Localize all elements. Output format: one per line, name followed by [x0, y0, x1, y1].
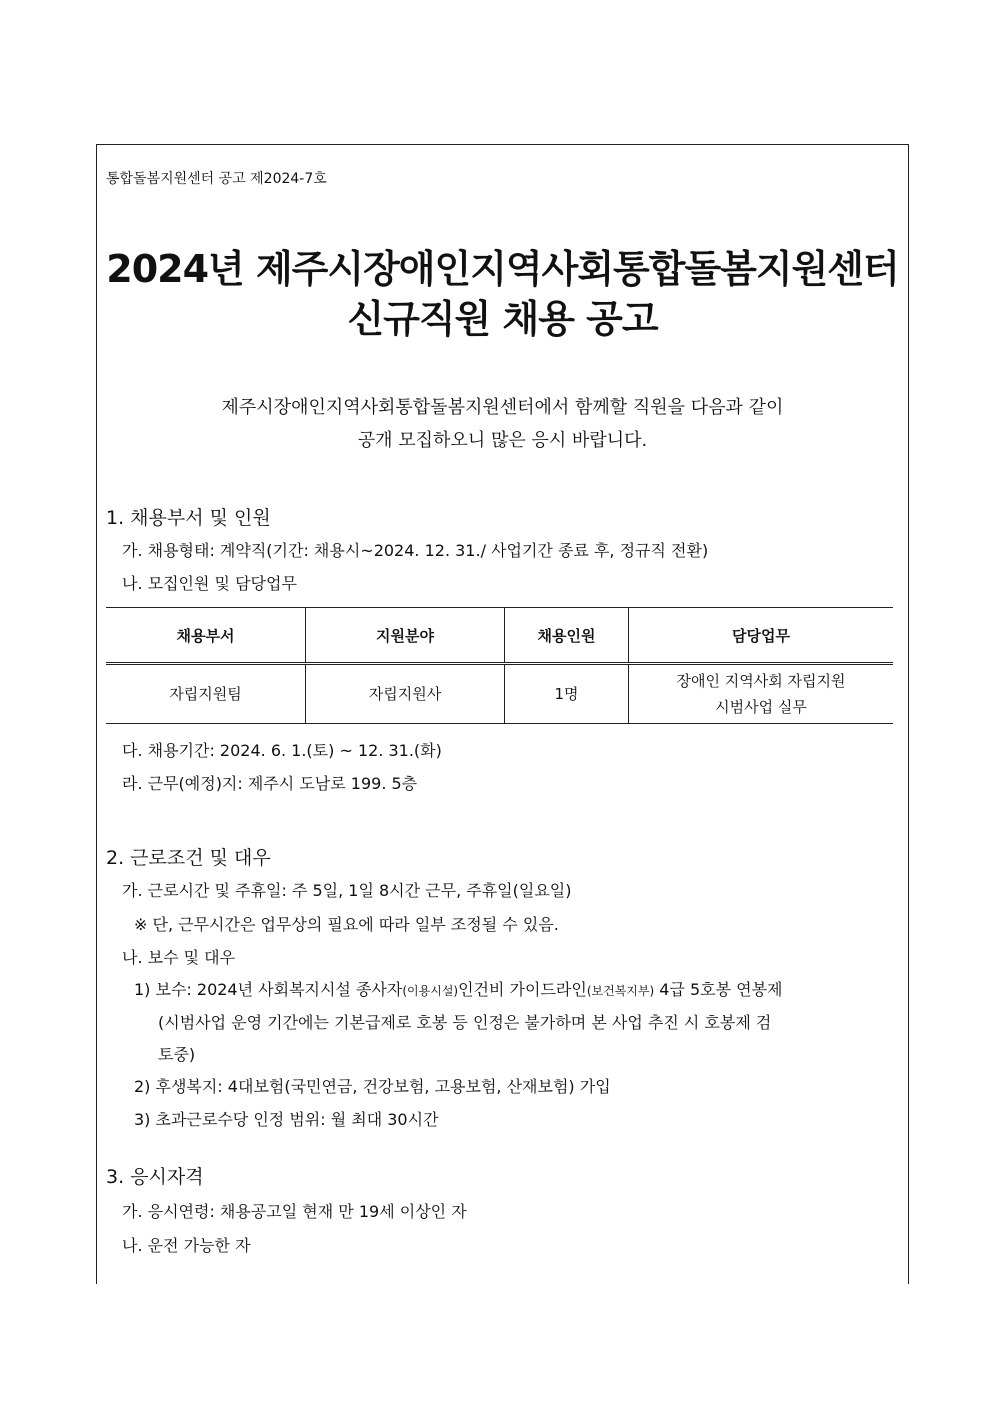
- table-cell-dept: 자립지원팀: [106, 664, 306, 724]
- table-cell-duty: [629, 664, 894, 724]
- recruit-table: [106, 607, 893, 724]
- intro-line1: 제주시장애인지역사회통합돌봄지원센터에서 함께할 직원을 다음과 같이: [221, 397, 784, 418]
- table-header: 채용부서: [106, 608, 306, 664]
- table-header: 지원분야: [306, 608, 505, 664]
- duty-line1: 장애인 지역사회 자립지원: [676, 672, 846, 690]
- eligibility-driving: 나. 운전 가능한 자: [122, 1236, 251, 1255]
- pay-benefits-label: 나. 보수 및 대우: [122, 948, 236, 967]
- pay-note-ministry: (보건복지부): [586, 984, 655, 998]
- page-title-line2: 신규직원 채용 공고: [347, 297, 658, 341]
- table-header-row: [106, 608, 893, 664]
- section2-heading: 2. 근로조건 및 대우: [106, 847, 271, 869]
- duty-line2: 시범사업 실무: [715, 698, 807, 716]
- table-cell-field: 자립지원사: [306, 664, 505, 724]
- notice-number: 통합돌봄지원센터 공고 제2024-7호: [106, 171, 327, 187]
- employment-period: 다. 채용기간: 2024. 6. 1.(토) ~ 12. 31.(화): [122, 741, 442, 760]
- work-location: 라. 근무(예정)지: 제주시 도남로 199. 5층: [122, 774, 418, 793]
- table-row: [106, 664, 893, 724]
- intro-line2: 공개 모집하오니 많은 응시 바랍니다.: [357, 430, 648, 451]
- pay-line1: [134, 977, 783, 1000]
- eligibility-age: 가. 응시연령: 채용공고일 현재 만 19세 이상인 자: [122, 1202, 467, 1221]
- work-hours: 가. 근로시간 및 주휴일: 주 5일, 1일 8시간 근무, 주휴일(일요일): [122, 881, 572, 900]
- section1-heading: 1. 채용부서 및 인원: [106, 507, 271, 529]
- pay-text1: 1) 보수: 2024년 사회복지시설 종사자: [134, 980, 403, 999]
- employment-type: 가. 채용형태: 계약직(기간: 채용시~2024. 12. 31./ 사업기간 종료 후, 정규직 전환): [122, 541, 709, 560]
- work-hours-note: ※ 단, 근무시간은 업무상의 필요에 따라 일부 조정될 수 있음.: [134, 915, 559, 934]
- table-header: 담당업무: [629, 608, 894, 664]
- pay-line3: 토중): [158, 1045, 196, 1064]
- table-cell-count: 1명: [505, 664, 629, 724]
- pay-line2: (시범사업 운영 기간에는 기본급제로 호봉 등 인정은 불가하며 본 사업 추진 시 호봉제 검: [158, 1013, 772, 1032]
- pay-note-facility: (이용시설): [402, 984, 459, 998]
- section3-heading: 3. 응시자격: [106, 1166, 204, 1188]
- overtime: 3) 초과근로수당 인정 범위: 월 최대 30시간: [134, 1110, 439, 1129]
- pay-text2: 인건비 가이드라인: [458, 980, 587, 999]
- welfare: 2) 후생복지: 4대보험(국민연금, 건강보험, 고용보험, 산재보험) 가입: [134, 1077, 611, 1096]
- recruit-summary-label: 나. 모집인원 및 담당업무: [122, 574, 297, 593]
- table-header: 채용인원: [505, 608, 629, 664]
- pay-text3: 4급 5호봉 연봉제: [654, 980, 783, 999]
- page-title-line1: 2024년 제주시장애인지역사회통합돌봄지원센터: [106, 247, 899, 291]
